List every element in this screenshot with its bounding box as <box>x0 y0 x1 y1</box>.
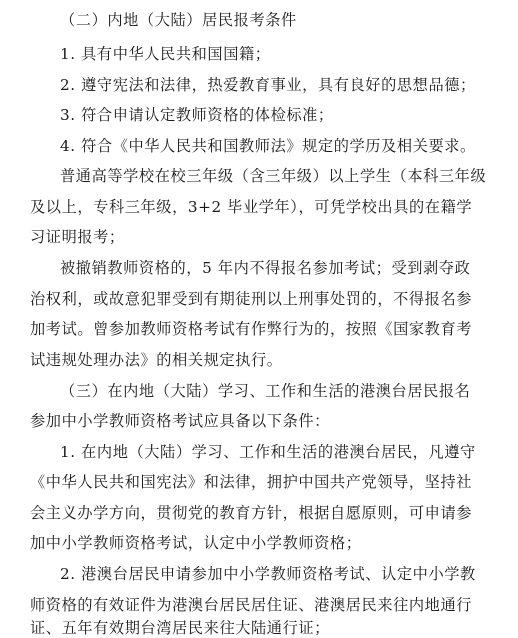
mainland-requirement-2: 2. 遵守宪法和法律，热爱教育事业，具有良好的思想品德； <box>60 76 476 94</box>
student-eligibility-line-3: 习证明报考； <box>30 228 125 246</box>
mainland-requirement-3: 3. 符合申请认定教师资格的体检标准； <box>60 106 334 124</box>
disqualification-line-1: 被撤销教师资格的，5 年内不得报名参加考试；受到剥夺政 <box>60 259 471 277</box>
disqualification-line-4: 试违规处理办法》的相关规定执行。 <box>30 351 283 369</box>
hmt-requirement-2-line-2: 师资格的有效证件为港澳台居民居住证、港澳居民来往内地通行 <box>30 596 473 614</box>
section-heading-mainland: （二）内地（大陆）居民报考条件 <box>60 11 297 29</box>
hmt-requirement-2-line-3: 证、五年有效期台湾居民来往大陆通行证； <box>30 619 330 637</box>
hmt-requirement-2-line-1: 2. 港澳台居民申请参加中小学教师资格考试、认定中小学教 <box>60 565 476 583</box>
disqualification-line-3: 加考试。曾参加教师资格考试有作弊行为的，按照《国家教育考 <box>30 320 473 338</box>
mainland-requirement-1: 1. 具有中华人民共和国国籍； <box>60 45 271 63</box>
hmt-requirement-1-line-1: 1. 在内地（大陆）学习、工作和生活的港澳台居民，凡遵守 <box>60 443 476 461</box>
hmt-requirement-1-line-4: 加中小学教师资格考试，认定中小学教师资格； <box>30 534 362 552</box>
section-heading-hmt-line-1: （三）在内地（大陆）学习、工作和生活的港澳台居民报名 <box>60 382 471 400</box>
student-eligibility-line-2: 及以上，专科三年级，3+2 毕业学年），可凭学校出具的在籍学 <box>30 198 473 216</box>
mainland-requirement-4: 4. 符合《中华人民共和国教师法》规定的学历及相关要求。 <box>60 137 476 155</box>
section-heading-hmt-line-2: 参加中小学教师资格考试应具备以下条件： <box>30 412 330 430</box>
disqualification-line-2: 治权利，或故意犯罪受到有期徒刑以上刑事处罚的，不得报名参 <box>30 290 473 308</box>
hmt-requirement-1-line-2: 《中华人民共和国宪法》和法律，拥护中国共产党领导，坚持社 <box>30 473 473 491</box>
hmt-requirement-1-line-3: 会主义办学方向，贯彻党的教育方针，根据自愿原则，可申请参 <box>30 504 473 522</box>
student-eligibility-line-1: 普通高等学校在校三年级（含三年级）以上学生（本科三年级 <box>60 167 487 185</box>
